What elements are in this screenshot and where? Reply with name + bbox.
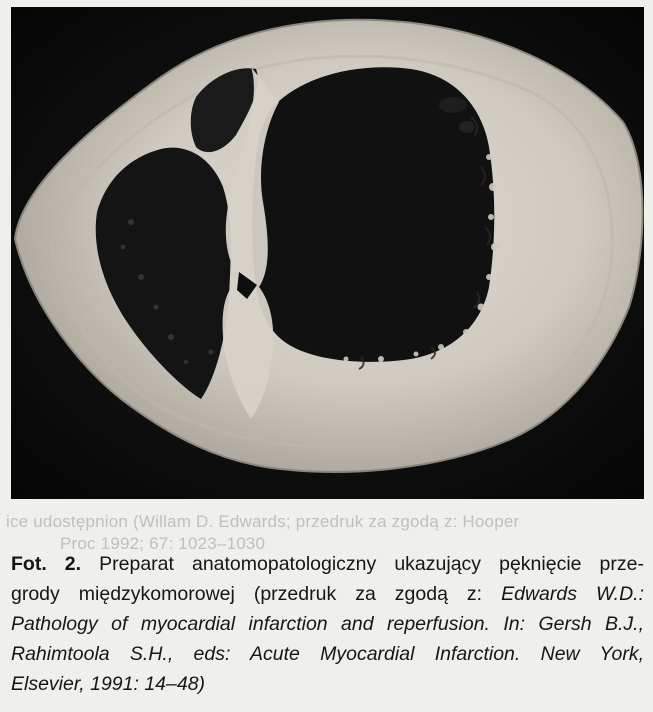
bleed-line-2: Proc 1992; 67: 1023–1030: [60, 534, 266, 552]
caption-line-4: Rahimtoola S.H., eds: Acute Myocardial Infarction. New York,: [11, 643, 644, 665]
figure-label: Fot. 2.: [11, 553, 82, 575]
caption-line-2: grody międzykomorowej (przedruk za zgodą z: Edwards W.D.:: [11, 583, 644, 605]
bleed-line-1: ice udostępnion (Willam D. Edwards; przedruk za zgodą z: Hooper: [6, 512, 520, 531]
bleed-through-text: [0, 504, 653, 552]
figure-caption: [11, 549, 644, 699]
caption-line-1: Fot. 2. Preparat anatomopatologiczny ukazujący pęknięcie prze-: [11, 553, 644, 575]
heart-specimen-image: [11, 7, 644, 499]
specimen-photograph: [11, 7, 644, 499]
caption-line-3: Pathology of myocardial infarction and reperfusion. In: Gersh B.J.,: [11, 613, 644, 635]
caption-line-5: Elsevier, 1991: 14–48): [11, 673, 206, 695]
